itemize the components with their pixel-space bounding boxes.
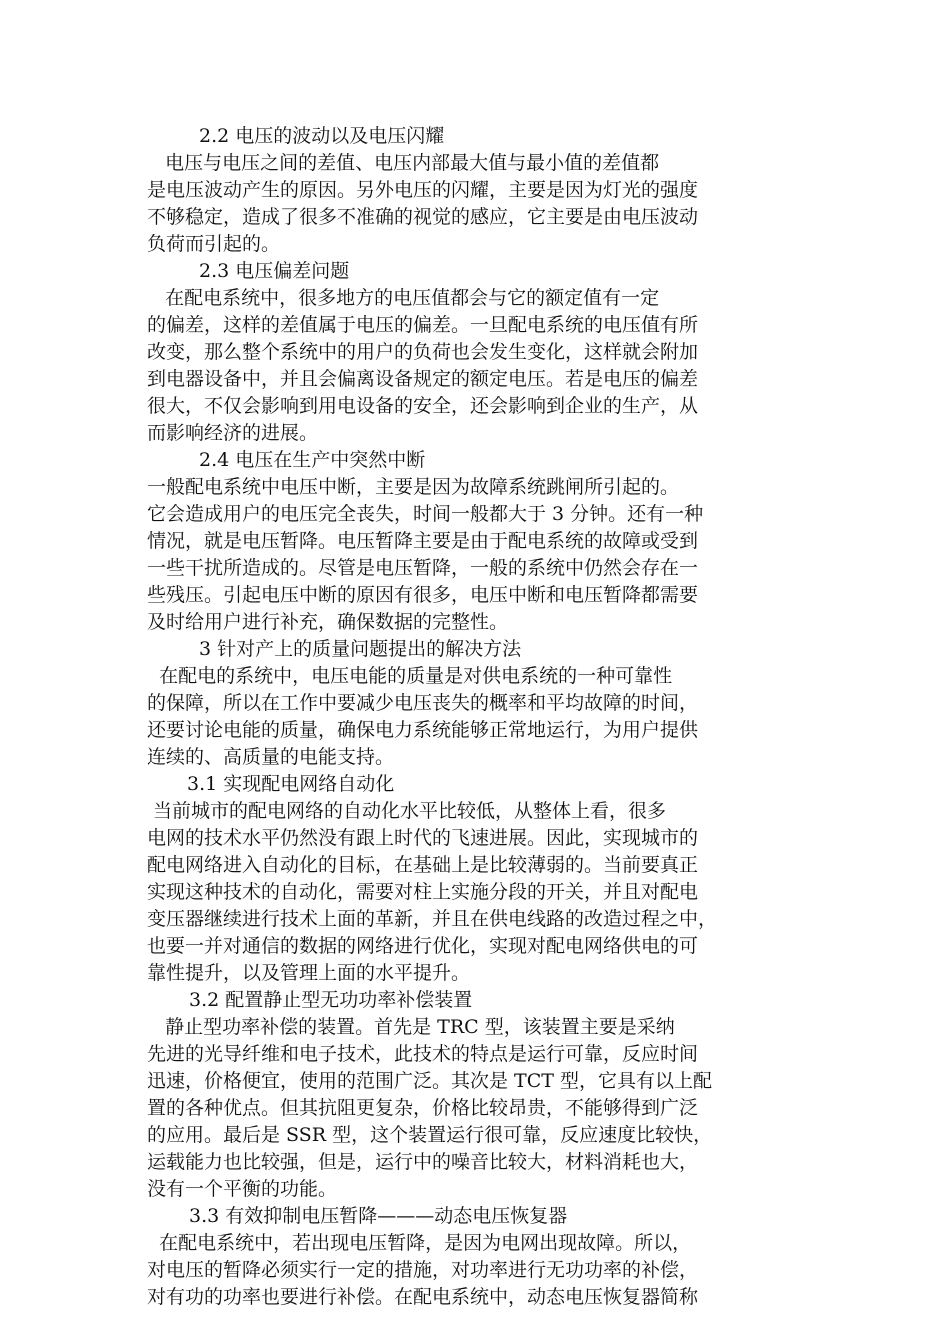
paragraph-line: 在配电系统中，很多地方的电压值都会与它的额定值有一定 bbox=[147, 287, 660, 309]
paragraph-line: 实现这种技术的自动化，需要对柱上实施分段的开关，并且对配电 bbox=[147, 881, 699, 903]
paragraph-line: 些残压。引起电压中断的原因有很多，电压中断和电压暂降都需要 bbox=[147, 584, 699, 606]
document-body bbox=[147, 123, 817, 1311]
paragraph-line: 及时给用户进行补充，确保数据的完整性。 bbox=[147, 611, 509, 633]
section-heading-2-4: 2.4 电压在生产中突然中断 bbox=[199, 449, 426, 471]
paragraph-line: 负荷而引起的。 bbox=[147, 233, 281, 255]
paragraph-line: 变压器继续进行技术上面的革新，并且在供电线路的改造过程之中， bbox=[147, 908, 718, 930]
paragraph-line: 电网的技术水平仍然没有跟上时代的飞速进展。因此，实现城市的 bbox=[147, 827, 699, 849]
paragraph-line: 置的各种优点。但其抗阻更复杂，价格比较昂贵，不能够得到广泛 bbox=[147, 1097, 699, 1119]
paragraph-line: 当前城市的配电网络的自动化水平比较低，从整体上看，很多 bbox=[147, 800, 667, 822]
paragraph-line: 也要一并对通信的数据的网络进行优化，实现对配电网络供电的可 bbox=[147, 935, 699, 957]
paragraph-line: 到电器设备中，并且会偏离设备规定的额定电压。若是电压的偏差 bbox=[147, 368, 699, 390]
paragraph-line: 是电压波动产生的原因。另外电压的闪耀，主要是因为灯光的强度 bbox=[147, 179, 699, 201]
paragraph-line: 静止型功率补偿的装置。首先是 TRC 型，该装置主要是采纳 bbox=[147, 1016, 675, 1038]
paragraph-line: 连续的、高质量的电能支持。 bbox=[147, 746, 395, 768]
paragraph-line: 不够稳定，造成了很多不准确的视觉的感应，它主要是由电压波动 bbox=[147, 206, 699, 228]
paragraph-line: 一般配电系统中电压中断，主要是因为故障系统跳闸所引起的。 bbox=[147, 476, 680, 498]
paragraph-line: 没有一个平衡的功能。 bbox=[147, 1178, 338, 1200]
paragraph-line: 还要讨论电能的质量，确保电力系统能够正常地运行，为用户提供 bbox=[147, 719, 699, 741]
paragraph-line: 而影响经济的进展。 bbox=[147, 422, 319, 444]
paragraph-line: 在配电系统中，若出现电压暂降，是因为电网出现故障。所以， bbox=[147, 1232, 692, 1254]
paragraph-line: 的偏差，这样的差值属于电压的偏差。一旦配电系统的电压值有所 bbox=[147, 314, 699, 336]
paragraph-line: 配电网络进入自动化的目标，在基础上是比较薄弱的。当前要真正 bbox=[147, 854, 699, 876]
section-heading-2-3: 2.3 电压偏差问题 bbox=[199, 260, 350, 282]
paragraph-line: 一些干扰所造成的。尽管是电压暂降，一般的系统中仍然会存在一 bbox=[147, 557, 699, 579]
paragraph-line: 它会造成用户的电压完全丧失，时间一般都大于 3 分钟。还有一种 bbox=[147, 503, 704, 525]
section-heading-3-2: 3.2 配置静止型无功功率补偿装置 bbox=[189, 989, 473, 1011]
paragraph-line: 在配电的系统中，电压电能的质量是对供电系统的一种可靠性 bbox=[147, 665, 673, 687]
paragraph-line: 的应用。最后是 SSR 型，这个装置运行很可靠，反应速度比较快， bbox=[147, 1124, 713, 1146]
paragraph-line: 迅速，价格便宜，使用的范围广泛。其次是 TCT 型，它具有以上配 bbox=[147, 1070, 712, 1092]
section-heading-3: 3 针对产上的质量问题提出的解决方法 bbox=[199, 638, 522, 660]
paragraph-line: 很大，不仅会影响到用电设备的安全，还会影响到企业的生产，从 bbox=[147, 395, 699, 417]
paragraph-line: 对电压的暂降必须实行一定的措施，对功率进行无功功率的补偿， bbox=[147, 1259, 699, 1281]
paragraph-line: 运载能力也比较强，但是，运行中的噪音比较大，材料消耗也大， bbox=[147, 1151, 699, 1173]
paragraph-line: 的保障，所以在工作中要减少电压丧失的概率和平均故障的时间， bbox=[147, 692, 699, 714]
paragraph-line: 对有功的功率也要进行补偿。在配电系统中，动态电压恢复器简称 bbox=[147, 1286, 699, 1308]
section-heading-3-3: 3.3 有效抑制电压暂降———动态电压恢复器 bbox=[189, 1205, 568, 1227]
paragraph-line: 电压与电压之间的差值、电压内部最大值与最小值的差值都 bbox=[147, 152, 660, 174]
paragraph-line: 情况，就是电压暂降。电压暂降主要是由于配电系统的故障或受到 bbox=[147, 530, 699, 552]
section-heading-2-2: 2.2 电压的波动以及电压闪耀 bbox=[199, 125, 445, 147]
paragraph-line: 改变，那么整个系统中的用户的负荷也会发生变化，这样就会附加 bbox=[147, 341, 699, 363]
paragraph-line: 靠性提升，以及管理上面的水平提升。 bbox=[147, 962, 471, 984]
paragraph-line: 先进的光导纤维和电子技术，此技术的特点是运行可靠，反应时间 bbox=[147, 1043, 699, 1065]
section-heading-3-1: 3.1 实现配电网络自动化 bbox=[187, 773, 395, 795]
